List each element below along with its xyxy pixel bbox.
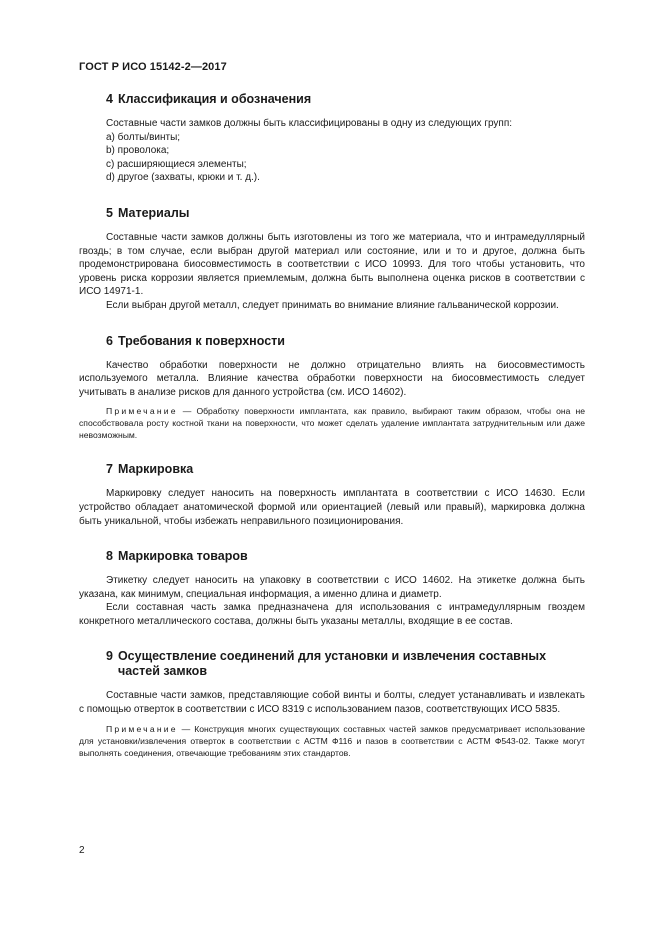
- paragraph: Качество обработки поверхности не должно отрицательно влиять на биосовместимость используемого металла. Влияние качества обработки поверхности на биосовместимость следует учитывать в анализе рисков для данного устройства (см. ИСО 14602).: [79, 359, 585, 398]
- section-number: 6: [106, 333, 113, 348]
- section-title: Маркировка товаров: [117, 549, 248, 564]
- paragraph: Маркировку следует наносить на поверхность имплантата в соответствии с ИСО 14630. Если устройство обладает анатомической формой или ориентацией (левый или правый), маркировка должна быть уникальной, чтобы избежать неправильного позиционирования.: [79, 488, 585, 527]
- section-title: Осуществление соединений для установки и извлечения составных частей замков: [117, 649, 547, 679]
- section-title: Маркировка: [117, 462, 194, 477]
- section-title: Классификация и обозначения: [117, 92, 312, 106]
- paragraph: Составные части замков должны быть изготовлены из того же материала, что и интрамедуллярный гвоздь; в том случае, если выбран другой материал или состояние, или и то и другое, должна быть продемонстрирована биосовместимость в соответствии с ИСО 10993. Для того чтобы установить, что уровень риска коррозии является приемлемым, должна быть выполнена оценка рисков в соответствии с ИСО 14971-1.: [79, 231, 585, 298]
- document-code: ГОСТ Р ИСО 15142-2—2017: [79, 61, 227, 73]
- section-7: [79, 462, 585, 528]
- note-text: — Конструкция многих существующих составных частей замков предусматривает использование для установки/извлечения отверток в соответствии с АСТМ Ф116 и пазов в соответствии с АСТМ Ф543-02. Также могут выполнять соединения, отвечающие требованиям этих стандартов.: [79, 723, 585, 758]
- list-item: c) расширяющиеся элементы;: [106, 158, 247, 170]
- note: [79, 405, 585, 441]
- paragraph: Этикетку следует наносить на упаковку в соответствии с ИСО 14602. На этикетке должна быть указана, как минимум, специальная информация, а именно длина и диаметр.: [79, 575, 585, 600]
- note: [79, 723, 585, 759]
- section-heading: [79, 549, 585, 564]
- list-item: b) проволока;: [106, 145, 170, 157]
- section-title: Материалы: [117, 205, 190, 220]
- section-5: [79, 206, 585, 313]
- note-label: Примечание: [106, 406, 178, 417]
- section-number: 8: [106, 549, 113, 564]
- section-title: Требования к поверхности: [117, 333, 285, 348]
- list-item: a) болты/винты;: [106, 131, 181, 143]
- section-number: 9: [106, 649, 113, 664]
- section-9: [79, 649, 585, 758]
- paragraph: Если выбран другой металл, следует принимать во внимание влияние гальванической коррозии.: [106, 299, 559, 311]
- paragraph: Составные части замков должны быть классифицированы в одну из следующих групп:: [106, 118, 513, 129]
- section-6: [79, 334, 585, 442]
- section-heading: [79, 92, 585, 107]
- list-item: d) другое (захваты, крюки и т. д.).: [106, 172, 260, 184]
- section-number: 5: [106, 205, 113, 220]
- section-number: 4: [106, 92, 113, 106]
- note-label: Примечание: [106, 723, 178, 734]
- page-number: 2: [79, 845, 85, 856]
- note-text: — Обработку поверхности имплантата, как правило, выбирают таким образом, чтобы она не способствовала росту костной ткани на поверхности, что может сделать удаление имплантата затруднительным или даже невозможным.: [79, 406, 585, 441]
- paragraph: Если составная часть замка предназначена для использования с интрамедуллярным гвоздем конкретного металлического состава, должны быть указаны металлы, входящие в ее состав.: [79, 602, 585, 627]
- section-heading: [79, 334, 585, 349]
- paragraph: Составные части замков, представляющие собой винты и болты, следует устанавливать и извлекать с помощью отверток в соответствии с ИСО 8319 с использованием пазов, соответствующих ИСО 5835.: [79, 690, 585, 716]
- section-heading: [79, 206, 585, 221]
- section-number: 7: [106, 462, 113, 477]
- section-heading: [79, 649, 585, 679]
- section-heading: [79, 462, 585, 477]
- section-8: [79, 549, 585, 628]
- page-content: [79, 92, 585, 780]
- section-4: [79, 92, 585, 185]
